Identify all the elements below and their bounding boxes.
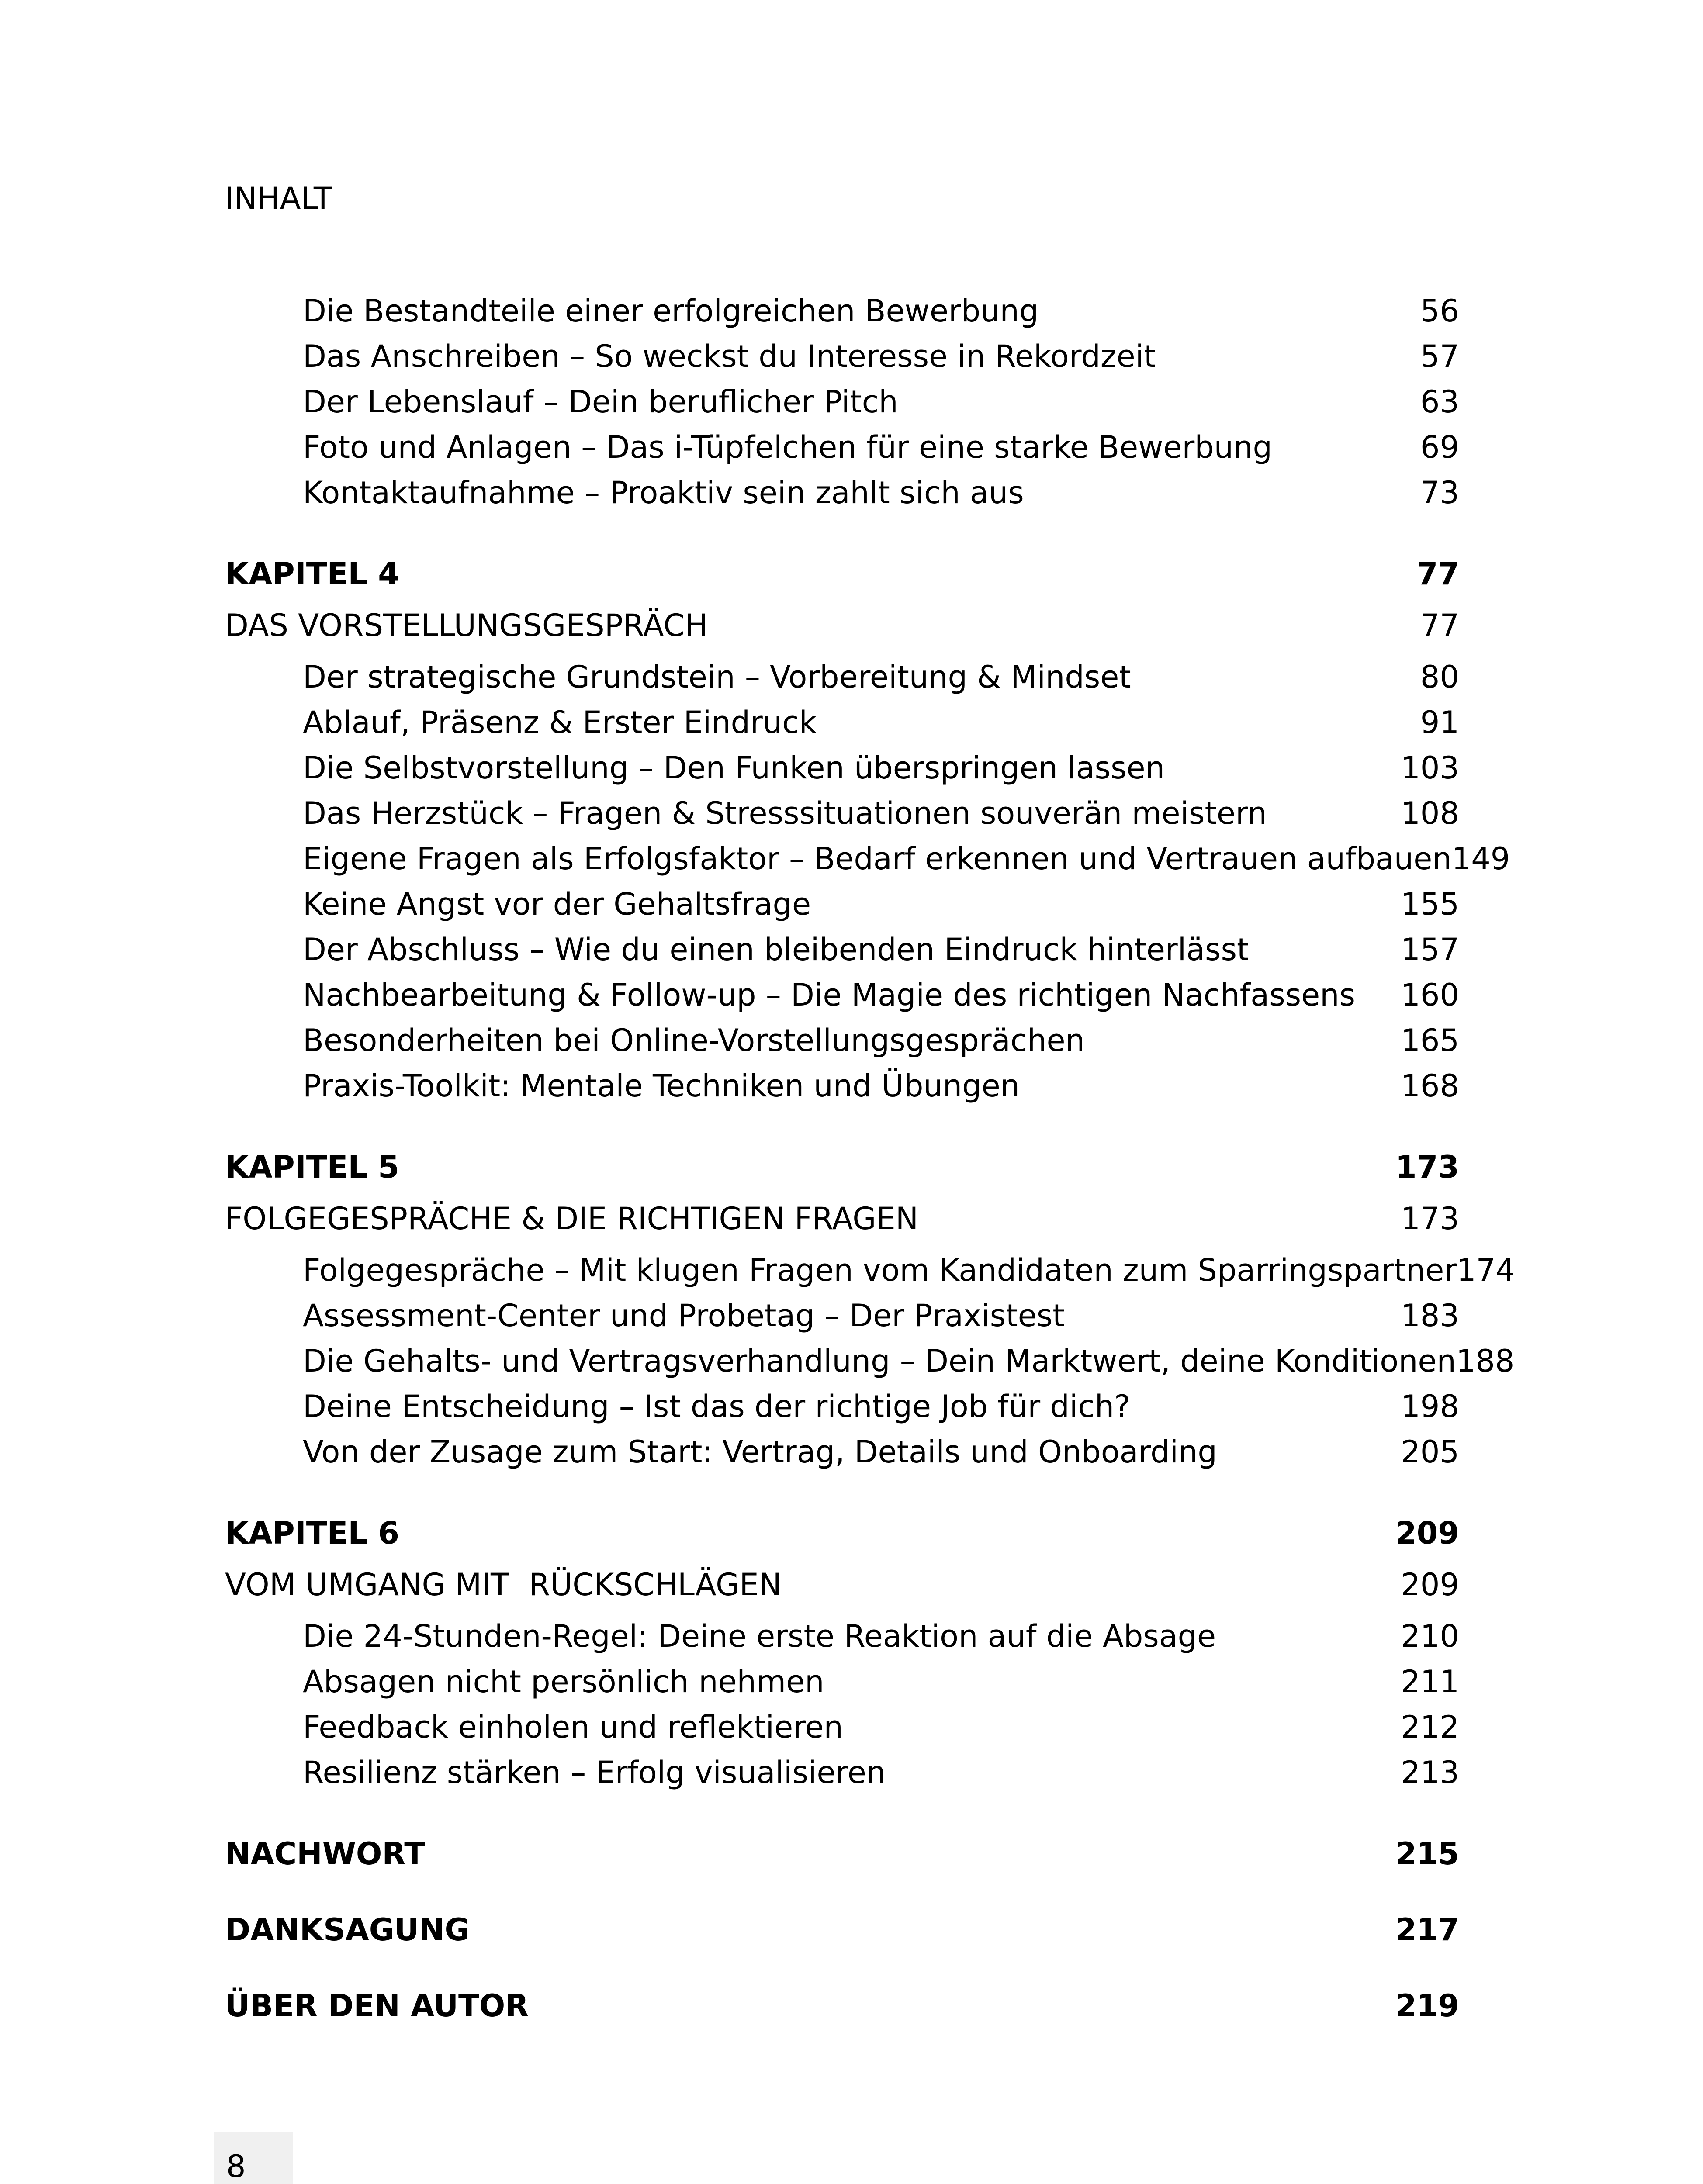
- toc-entry-title: Foto und Anlagen – Das i-Tüpfelchen für eine starke Bewerbung: [303, 429, 1272, 465]
- endmatter-title: DANKSAGUNG: [225, 1912, 470, 1948]
- toc-entry-title: Eigene Fragen als Erfolgsfaktor – Bedarf erkennen und Vertrauen aufbauen: [303, 841, 1452, 877]
- toc-entry[interactable]: [225, 1659, 1459, 1704]
- toc-entry-page: 188: [1456, 1343, 1515, 1379]
- toc-entry-page: 211: [1401, 1664, 1459, 1700]
- toc-entry-page: 205: [1401, 1434, 1459, 1470]
- running-header: INHALT: [225, 180, 332, 216]
- toc-entry[interactable]: [225, 1018, 1459, 1063]
- page-number-tab: [214, 2132, 293, 2184]
- toc-endmatter-nachwort[interactable]: [225, 1831, 1459, 1876]
- toc-entry-title: Der Abschluss – Wie du einen bleibenden Eindruck hinterlässt: [303, 932, 1249, 968]
- toc-entry[interactable]: [225, 654, 1459, 700]
- toc-entry-page: 149: [1451, 841, 1510, 877]
- table-of-contents: [225, 288, 1515, 2028]
- toc-entry[interactable]: [225, 470, 1459, 515]
- toc-entry-page: 212: [1401, 1709, 1459, 1745]
- toc-entry[interactable]: [225, 425, 1459, 470]
- toc-entry-page: 157: [1401, 932, 1459, 968]
- chapter-page: 173: [1395, 1149, 1459, 1185]
- toc-entry-title: Die Gehalts- und Vertragsverhandlung – Dein Marktwert, deine Konditionen: [303, 1343, 1456, 1379]
- toc-entry-title: Die 24-Stunden-Regel: Deine erste Reaktion auf die Absage: [303, 1618, 1216, 1654]
- toc-entry[interactable]: [225, 334, 1459, 379]
- toc-entry[interactable]: [225, 836, 1510, 881]
- toc-entry-page: 165: [1401, 1023, 1459, 1058]
- toc-entry-title: Deine Entscheidung – Ist das der richtige Job für dich?: [303, 1389, 1131, 1424]
- toc-entry-title: Folgegespräche – Mit klugen Fragen vom Kandidaten zum Sparringspartner: [303, 1252, 1457, 1288]
- toc-entry-title: Assessment-Center und Probetag – Der Praxistest: [303, 1298, 1065, 1334]
- toc-entry-page: 57: [1420, 339, 1459, 374]
- toc-endmatter-danksagung[interactable]: [225, 1907, 1459, 1952]
- toc-entry[interactable]: [225, 1248, 1515, 1293]
- toc-entry-title: Die Selbstvorstellung – Den Funken überspringen lassen: [303, 750, 1165, 786]
- section-title: VOM UMGANG MIT RÜCKSCHLÄGEN: [225, 1567, 782, 1603]
- toc-entry-page: 63: [1420, 384, 1459, 420]
- toc-endmatter-autor[interactable]: [225, 1983, 1459, 2028]
- page-number: 8: [226, 2149, 246, 2184]
- toc-entry[interactable]: [225, 1293, 1459, 1338]
- chapter-page: 209: [1395, 1515, 1459, 1551]
- toc-entry[interactable]: [225, 927, 1459, 972]
- toc-entry-page: 103: [1401, 750, 1459, 786]
- toc-entry-title: Der strategische Grundstein – Vorbereitung & Mindset: [303, 659, 1131, 695]
- endmatter-page: 217: [1395, 1912, 1459, 1948]
- toc-chapter-heading[interactable]: [225, 551, 1459, 597]
- endmatter-title: ÜBER DEN AUTOR: [225, 1988, 529, 2024]
- section-title: DAS VORSTELLUNGSGESPRÄCH: [225, 608, 708, 643]
- toc-entry[interactable]: [225, 881, 1459, 927]
- toc-entry-page: 183: [1401, 1298, 1459, 1334]
- toc-entry[interactable]: [225, 288, 1459, 334]
- toc-entry-page: 168: [1401, 1068, 1459, 1104]
- toc-entry-page: 210: [1401, 1618, 1459, 1654]
- toc-entry-title: Von der Zusage zum Start: Vertrag, Details und Onboarding: [303, 1434, 1217, 1470]
- toc-entry-title: Nachbearbeitung & Follow-up – Die Magie des richtigen Nachfassens: [303, 977, 1356, 1013]
- chapter-label: KAPITEL 4: [225, 556, 400, 592]
- toc-entry-page: 213: [1401, 1755, 1459, 1790]
- section-title: FOLGEGESPRÄCHE & DIE RICHTIGEN FRAGEN: [225, 1201, 919, 1237]
- endmatter-page: 215: [1395, 1836, 1459, 1872]
- toc-entry[interactable]: [225, 700, 1459, 745]
- toc-entry[interactable]: [225, 1063, 1459, 1109]
- endmatter-page: 219: [1395, 1988, 1459, 2024]
- section-page: 77: [1420, 608, 1459, 643]
- toc-section-heading[interactable]: [225, 1190, 1459, 1248]
- toc-entry-page: 91: [1420, 705, 1459, 740]
- toc-entry-page: 160: [1401, 977, 1459, 1013]
- toc-entry[interactable]: [225, 1750, 1459, 1795]
- toc-entry-title: Praxis-Toolkit: Mentale Techniken und Übungen: [303, 1068, 1020, 1104]
- toc-section-heading[interactable]: [225, 1556, 1459, 1614]
- toc-entry-title: Keine Angst vor der Gehaltsfrage: [303, 886, 811, 922]
- toc-entry-page: 73: [1420, 475, 1459, 511]
- toc-entry-page: 56: [1420, 293, 1459, 329]
- toc-entry-page: 80: [1420, 659, 1459, 695]
- endmatter-title: NACHWORT: [225, 1836, 425, 1872]
- toc-entry-title: Das Anschreiben – So weckst du Interesse in Rekordzeit: [303, 339, 1156, 374]
- toc-entry-page: 174: [1457, 1252, 1515, 1288]
- toc-entry-title: Der Lebenslauf – Dein beruflicher Pitch: [303, 384, 898, 420]
- chapter-label: KAPITEL 6: [225, 1515, 400, 1551]
- toc-chapter-heading[interactable]: [225, 1144, 1459, 1190]
- toc-entry[interactable]: [225, 379, 1459, 425]
- toc-entry-title: Kontaktaufnahme – Proaktiv sein zahlt sich aus: [303, 475, 1024, 511]
- toc-entry[interactable]: [225, 1384, 1459, 1429]
- toc-entry-page: 155: [1401, 886, 1459, 922]
- toc-entry-page: 198: [1401, 1389, 1459, 1424]
- section-page: 173: [1401, 1201, 1459, 1237]
- toc-entry-title: Absagen nicht persönlich nehmen: [303, 1664, 824, 1700]
- section-page: 209: [1401, 1567, 1459, 1603]
- toc-entry[interactable]: [225, 745, 1459, 791]
- chapter-label: KAPITEL 5: [225, 1149, 400, 1185]
- toc-entry-page: 108: [1401, 795, 1459, 831]
- toc-entry[interactable]: [225, 1614, 1459, 1659]
- toc-entry-title: Feedback einholen und reflektieren: [303, 1709, 843, 1745]
- toc-entry-title: Resilienz stärken – Erfolg visualisieren: [303, 1755, 886, 1790]
- toc-entry[interactable]: [225, 972, 1459, 1018]
- toc-entry[interactable]: [225, 1704, 1459, 1750]
- toc-entry[interactable]: [225, 791, 1459, 836]
- toc-entry[interactable]: [225, 1338, 1515, 1384]
- toc-entry-page: 69: [1420, 429, 1459, 465]
- toc-entry-title: Das Herzstück – Fragen & Stresssituationen souverän meistern: [303, 795, 1267, 831]
- toc-chapter-heading[interactable]: [225, 1510, 1459, 1556]
- toc-entry[interactable]: [225, 1429, 1459, 1475]
- toc-entry-title: Besonderheiten bei Online-Vorstellungsgesprächen: [303, 1023, 1085, 1058]
- toc-section-heading[interactable]: [225, 597, 1459, 654]
- chapter-page: 77: [1416, 556, 1459, 592]
- toc-entry-title: Ablauf, Präsenz & Erster Eindruck: [303, 705, 817, 740]
- toc-entry-title: Die Bestandteile einer erfolgreichen Bewerbung: [303, 293, 1039, 329]
